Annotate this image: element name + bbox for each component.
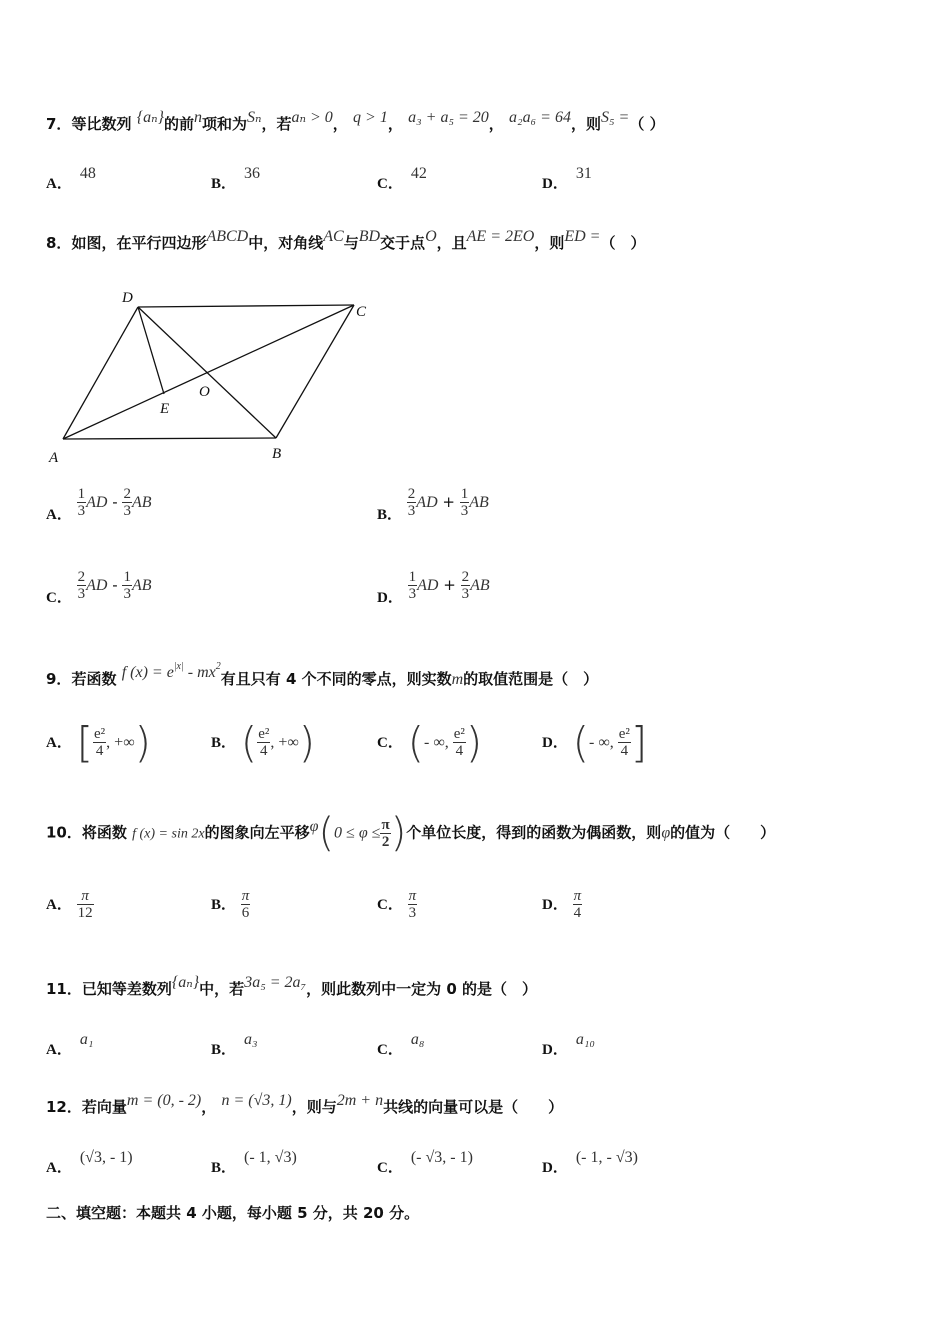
numerator: 1 [77,486,86,502]
label-c: C [356,304,367,320]
math-ed: ED = [564,228,601,245]
interval-head: - ∞, [589,734,618,751]
q7-option-a[interactable] [46,165,96,193]
question-8-stem [46,228,646,253]
q12-option-b[interactable] [211,1149,297,1177]
math-o: O [425,228,437,245]
q10-option-d[interactable] [542,888,582,921]
option-value: (- √3, - 1) [410,1149,473,1166]
denominator: 3 [123,503,131,519]
q10-option-a[interactable] [46,888,94,921]
numerator: π [77,888,94,905]
side-ab [63,438,276,439]
math-ac: AC [323,228,344,245]
option-label: D． [542,897,568,913]
denominator: 4 [95,743,104,759]
option-label: B． [211,1042,237,1058]
math-n: n [193,109,202,126]
fraction [453,726,466,759]
bracket-right: ) [465,718,483,767]
stem-text: 中，若 [199,980,245,998]
stem-text: 与 [343,234,359,252]
math-s5: S₅ = [600,109,630,126]
function-tail: - mx [183,664,216,681]
numerator: π [408,888,417,904]
stem-text: 若向量 [81,1098,127,1116]
vector-ad: AD [86,494,108,511]
numerator: 1 [408,569,417,585]
stem-text: ，则 [570,115,601,133]
denominator: 3 [460,503,469,519]
option-label: B． [377,507,403,523]
option-value: a₁ [79,1031,94,1048]
fraction [77,569,87,602]
option-label: B． [211,1160,237,1176]
diagonal-bd [138,307,276,438]
question-7-stem [46,109,665,134]
question-number: 9． [46,670,72,688]
math-sequence: {aₙ} [136,109,164,126]
numerator: π [241,888,250,904]
stem-text: 中，对角线 [248,234,324,252]
numerator: e² [94,726,106,742]
section-heading-fill-in: 二、填空题：本题共 4 小题，每小题 5 分，共 20 分。 [46,1204,420,1222]
math-phi: φ [309,817,319,835]
label-o: O [199,384,210,400]
function-base: f (x) = e [121,664,174,681]
option-label: A． [46,735,72,751]
fraction [241,888,251,921]
bracket-right: ) [134,718,151,767]
fraction [573,888,583,921]
option-label: A． [46,176,72,192]
vector-ad: AD [86,577,108,594]
bracket-left: [ [76,718,94,767]
math-function: f (x) = sin 2x [132,826,205,842]
option-label: C． [377,897,403,913]
numerator: 2 [123,486,131,502]
q9-option-a[interactable] [46,718,151,767]
option-value: 36 [244,165,261,182]
math-bd: BD [358,228,381,245]
option-label: C． [377,176,403,192]
fraction [408,569,418,602]
denominator: 6 [241,905,250,921]
math-condition: q > 1 [353,109,388,126]
numerator: 2 [461,569,470,585]
bracket-left: ( [572,718,590,767]
denominator: 3 [77,586,86,602]
q11-option-a[interactable] [46,1031,94,1059]
option-value: a₃ [244,1031,258,1048]
option-value: a₁₀ [575,1031,595,1048]
option-label: A． [46,897,72,913]
stem-text: ， [488,115,504,133]
vector-ab: AB [131,577,152,594]
stem-text: ，则 [534,234,565,252]
vector-ab: AB [131,494,152,511]
q8-option-a[interactable] [46,486,152,523]
option-label: B． [211,735,237,751]
denominator: 4 [573,905,582,921]
fraction [407,486,417,519]
numerator: 1 [460,486,469,502]
stem-text: 有且只有 4 个不同的零点，则实数 [220,670,452,688]
paren-right: ) [390,810,407,856]
math-condition: a₃ + a₅ = 20 [408,109,489,126]
option-value: 42 [410,165,427,182]
question-number: 12． [46,1098,82,1116]
math-phi: φ [661,824,671,842]
operator: - [112,576,118,594]
option-label: D． [542,735,568,751]
question-11-stem [46,974,537,999]
stem-text: ， [201,1098,217,1116]
math-condition: a₂a₆ = 64 [509,109,571,126]
option-value: (- 1, √3) [244,1149,297,1166]
option-label: D． [377,590,403,606]
math-condition: aₙ > 0 [291,109,333,126]
q7-option-b[interactable] [211,165,261,193]
label-b: B [272,446,282,462]
question-12-stem [46,1092,564,1117]
math-sn: Sₙ [247,109,262,126]
q10-option-b[interactable] [211,888,250,921]
math-ae-eo: AE = 2EO [466,228,535,245]
side-cd [138,305,354,307]
option-value: a₈ [410,1031,425,1048]
math-condition: 0 ≤ φ ≤ [334,824,381,842]
fraction [77,888,94,921]
fraction [408,888,418,921]
option-label: D． [542,1042,568,1058]
numerator: π [381,816,390,833]
parallelogram-figure [46,282,386,467]
question-number: 7． [46,115,72,133]
numerator: e² [258,726,270,742]
numerator: 1 [123,569,131,585]
vector-ad: AD [417,577,439,594]
denominator: 4 [260,743,268,759]
stem-text: 的前 [163,115,194,133]
option-label: D． [542,1160,568,1176]
math-vector-n: n = (√3, 1) [221,1092,292,1109]
numerator: e² [453,726,465,742]
fraction [122,569,132,602]
numerator: π [573,888,582,904]
q9-option-c[interactable] [377,718,482,767]
interval-tail: , +∞ [270,734,299,751]
stem-text: ，若 [261,115,292,133]
denominator: 4 [455,743,464,759]
math-function [121,661,221,681]
option-value: 48 [79,165,96,182]
interval-head: - ∞, [424,734,453,751]
question-9-stem [46,661,599,689]
stem-text: 项和为 [201,115,247,133]
option-label: C． [377,1042,403,1058]
label-a: A [49,450,59,466]
stem-text: 如图，在平行四边形 [71,234,207,252]
diagonal-ac [63,305,354,439]
option-value: 31 [575,165,592,182]
stem-text: 等比数列 [71,115,132,133]
bracket-left: ( [240,718,258,767]
bracket-left: ( [407,718,425,767]
q7-option-c[interactable] [377,165,427,193]
interval-tail: , +∞ [106,734,135,751]
option-label: C． [377,1160,403,1176]
q12-option-a[interactable] [46,1149,133,1177]
answer-brackets: 共线的向量可以是（ ） [383,1098,564,1116]
fraction [93,726,106,759]
vector-ab: AB [469,494,489,511]
label-e: E [160,401,170,417]
fraction [380,817,390,850]
numerator: 2 [77,569,86,585]
option-label: B． [211,897,237,913]
stem-text: 若函数 [71,670,117,688]
answer-brackets: （ ） [629,115,665,133]
denominator: 3 [407,503,416,519]
option-label: D． [542,176,568,192]
stem-text: 交于点 [380,234,426,252]
q12-option-d[interactable] [542,1149,638,1177]
stem-text: ，且 [436,234,467,252]
fraction [257,726,270,759]
bracket-right: ) [298,718,316,767]
answer-brackets: ，则此数列中一定为 0 的是（ ） [306,980,537,998]
answer-brackets: 的值为（ ） [670,823,776,842]
vector-ab: AB [470,577,490,594]
stem-text: ， [387,115,403,133]
question-number: 10． [46,823,82,842]
exponent: |x| [173,661,184,672]
operator: + [443,576,456,594]
operator: + [442,493,455,511]
fraction [618,726,631,759]
question-number: 8． [46,234,72,252]
math-m: m [451,671,464,688]
q11-option-c[interactable] [377,1031,425,1059]
q9-option-d[interactable] [542,718,647,767]
denominator: 4 [620,743,629,759]
operator: - [112,493,118,511]
fraction [77,486,87,519]
math-sequence: {aₙ} [171,974,200,991]
stem-text: 已知等差数列 [81,980,172,998]
math-condition: 3a₅ = 2a₇ [244,974,307,991]
numerator: 2 [407,486,416,502]
denominator: 12 [77,905,93,921]
label-d: D [122,290,133,306]
option-value: (- 1, - √3) [575,1149,638,1166]
fraction [461,569,471,602]
q10-option-c[interactable] [377,888,417,921]
denominator: 3 [461,586,470,602]
option-value: (√3, - 1) [79,1149,133,1166]
answer-brackets: 的取值范围是（ ） [463,670,599,688]
vector-ad: AD [416,494,438,511]
option-label: A． [46,507,72,523]
math-vector-m: m = (0, - 2) [126,1092,202,1109]
option-label: A． [46,1042,72,1058]
q7-option-d[interactable] [542,165,592,193]
option-label: B． [211,176,237,192]
stem-text: ，则与 [291,1098,337,1116]
bracket-right: ] [630,718,648,767]
q9-option-b[interactable] [211,718,315,767]
option-label: C． [46,590,72,606]
stem-text: 个单位长度，得到的函数为偶函数，则 [406,823,662,842]
side-bc [276,305,354,438]
denominator: 3 [123,586,131,602]
option-label: A． [46,1160,72,1176]
denominator: 2 [381,833,390,850]
q12-option-c[interactable] [377,1149,473,1177]
fraction [122,486,132,519]
stem-text: 将函数 [81,823,127,842]
q8-option-d[interactable] [377,569,490,606]
denominator: 3 [77,503,86,519]
stem-text: 的图象向左平移 [204,823,310,842]
option-label: C． [377,735,403,751]
denominator: 3 [408,905,417,921]
q11-option-d[interactable] [542,1031,595,1059]
answer-brackets: （ ） [600,234,646,252]
numerator: e² [618,726,630,742]
q11-option-b[interactable] [211,1031,258,1059]
fraction [460,486,470,519]
question-number: 11． [46,980,82,998]
denominator: 3 [408,586,417,602]
q8-option-c[interactable] [46,569,152,606]
side-da [63,307,138,439]
exponent: 2 [215,661,221,672]
question-10-stem [46,810,775,856]
stem-text: ， [332,115,348,133]
q8-option-b[interactable] [377,486,489,523]
paren-left: ( [318,810,335,856]
math-abcd: ABCD [206,228,249,245]
math-expression: 2m + n [336,1092,384,1109]
